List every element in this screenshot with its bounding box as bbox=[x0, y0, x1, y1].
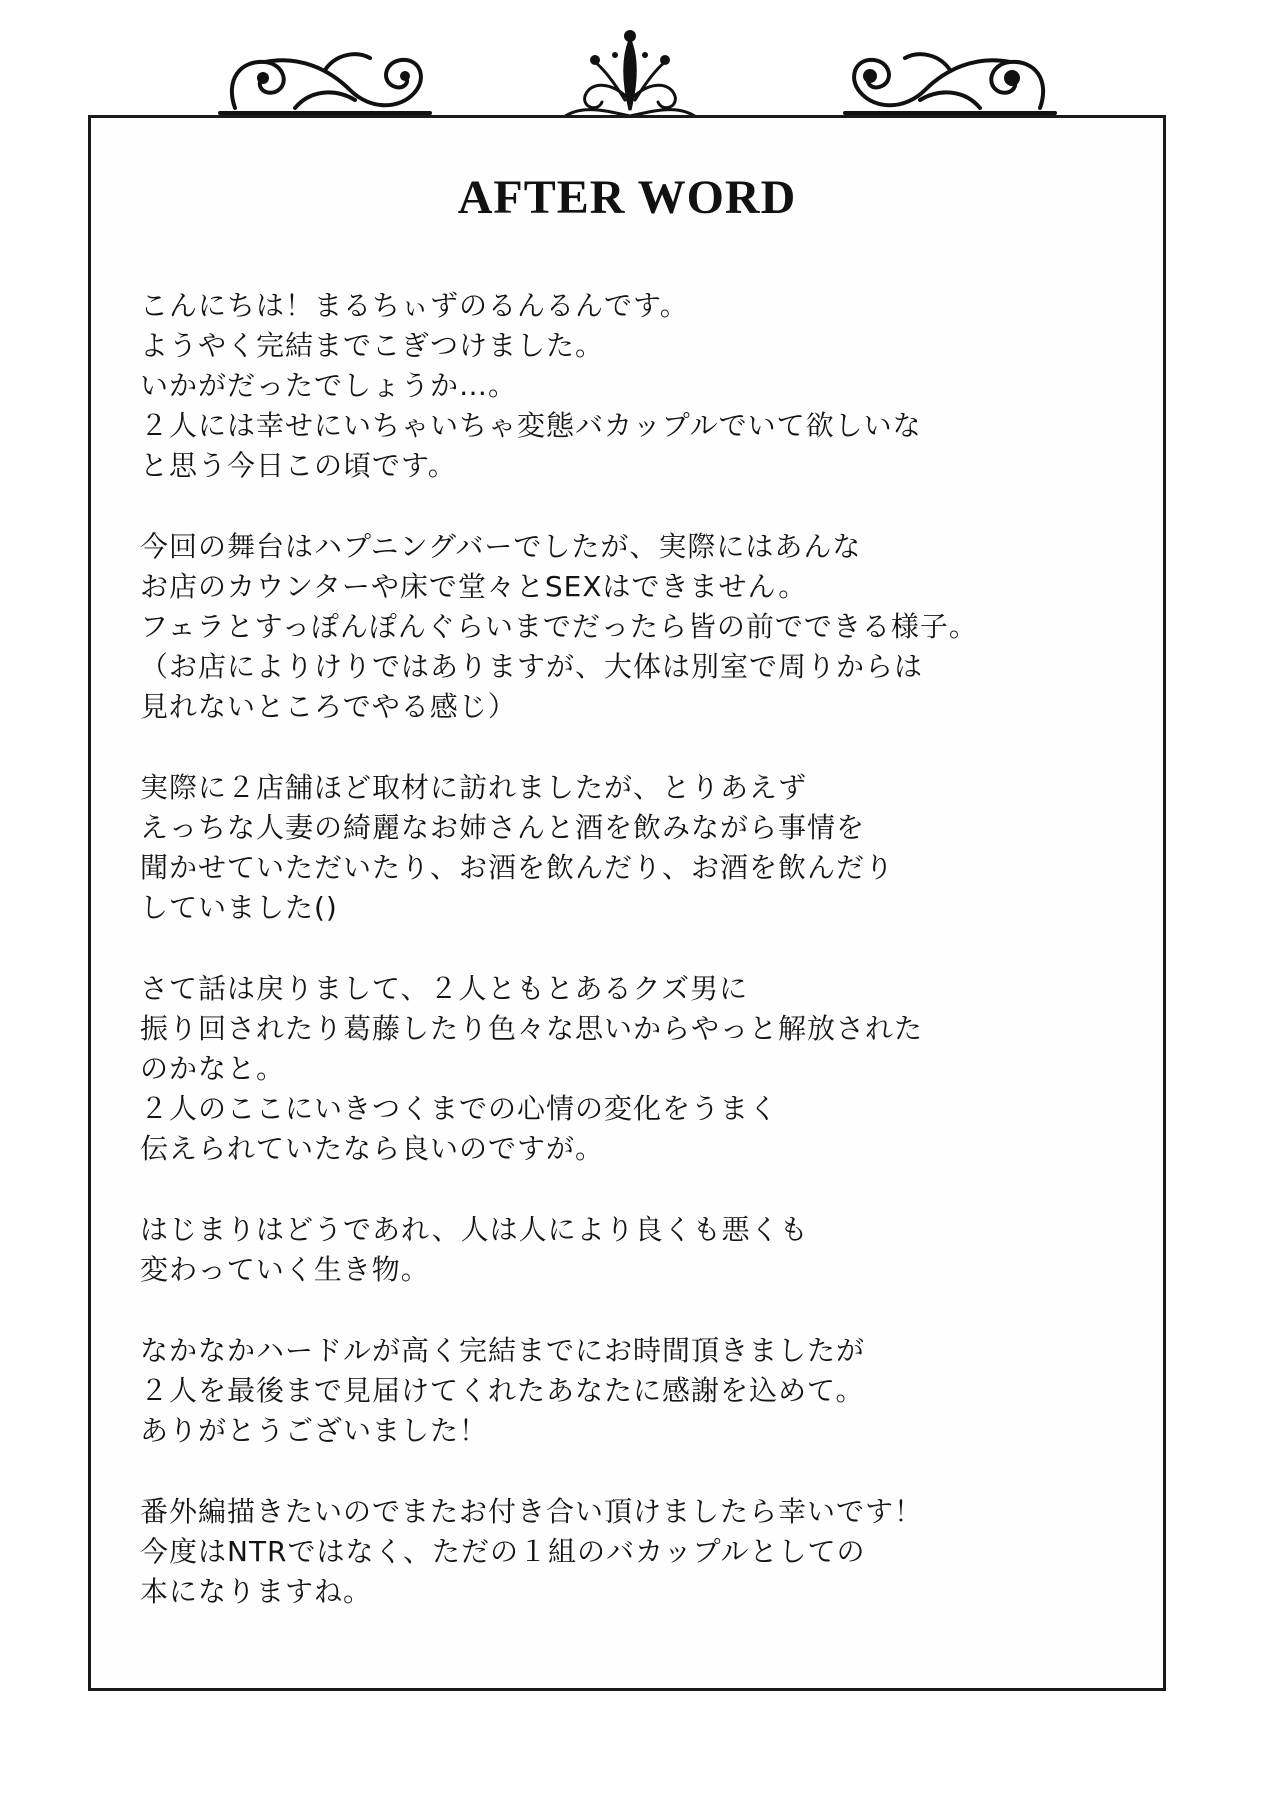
text-line: 変わっていく生き物。 bbox=[140, 1253, 430, 1286]
text-line: 聞かせていただいたり、お酒を飲んだり、お酒を飲んだり bbox=[140, 851, 895, 884]
text-line: ようやく完結までこぎつけました。 bbox=[140, 329, 605, 362]
text-line: 振り回されたり葛藤したり色々な思いからやっと解放された bbox=[140, 1012, 924, 1045]
text-line: と思う今日この頃です。 bbox=[140, 449, 457, 482]
text-line: いかがだったでしょうか…。 bbox=[140, 369, 518, 402]
paragraph-2 bbox=[140, 527, 1130, 727]
text-line: 番外編描きたいのでまたお付き合い頂けましたら幸いです！ bbox=[140, 1495, 924, 1528]
text-line: えっちな人妻の綺麗なお姉さんと酒を飲みながら事情を bbox=[140, 811, 866, 844]
text-line: ２人には幸せにいちゃいちゃ変態バカップルでいて欲しいな bbox=[140, 409, 922, 442]
text-line: お店のカウンターや床で堂々とSEXはできません。 bbox=[140, 570, 808, 603]
text-line: 実際に２店舗ほど取材に訪れましたが、とりあえず bbox=[140, 771, 808, 804]
text-line: フェラとすっぽんぽんぐらいまでだったら皆の前でできる様子。 bbox=[140, 610, 978, 643]
text-line: 今度はNTRではなく、ただの１組のバカップルとしての bbox=[140, 1535, 866, 1568]
text-line: ２人のここにいきつくまでの心情の変化をうまく bbox=[140, 1092, 779, 1125]
paragraph-4 bbox=[140, 969, 1130, 1169]
text-line: 今回の舞台はハプニングバーでしたが、実際にはあんな bbox=[140, 530, 862, 563]
paragraph-7 bbox=[140, 1492, 1130, 1612]
page-title: AFTER WORD bbox=[457, 171, 797, 224]
afterword-body bbox=[140, 286, 1130, 1653]
text-line: 本になりますね。 bbox=[140, 1575, 373, 1608]
text-line: （お店によりけりではありますが、大体は別室で周りからは bbox=[140, 650, 924, 683]
text-line: こんにちは！まるちぃずのるんるんです。 bbox=[140, 289, 689, 322]
paragraph-1 bbox=[140, 286, 1130, 486]
paragraph-5 bbox=[140, 1210, 1130, 1290]
text-line: さて話は戻りまして、２人ともとあるクズ男に bbox=[140, 972, 749, 1005]
text-line: のかなと。 bbox=[140, 1052, 286, 1085]
text-line: 伝えられていたなら良いのですが。 bbox=[140, 1132, 605, 1165]
text-line: していました() bbox=[140, 891, 338, 924]
paragraph-3 bbox=[140, 768, 1130, 928]
text-line: なかなかハードルが高く完結までにお時間頂きましたが bbox=[140, 1334, 866, 1367]
text-line: はじまりはどうであれ、人は人により良くも悪くも bbox=[140, 1213, 809, 1246]
text-line: ありがとうございました！ bbox=[140, 1414, 489, 1447]
paragraph-6 bbox=[140, 1331, 1130, 1451]
text-line: 見れないところでやる感じ） bbox=[140, 690, 517, 723]
text-line: ２人を最後まで見届けてくれたあなたに感謝を込めて。 bbox=[140, 1374, 865, 1407]
